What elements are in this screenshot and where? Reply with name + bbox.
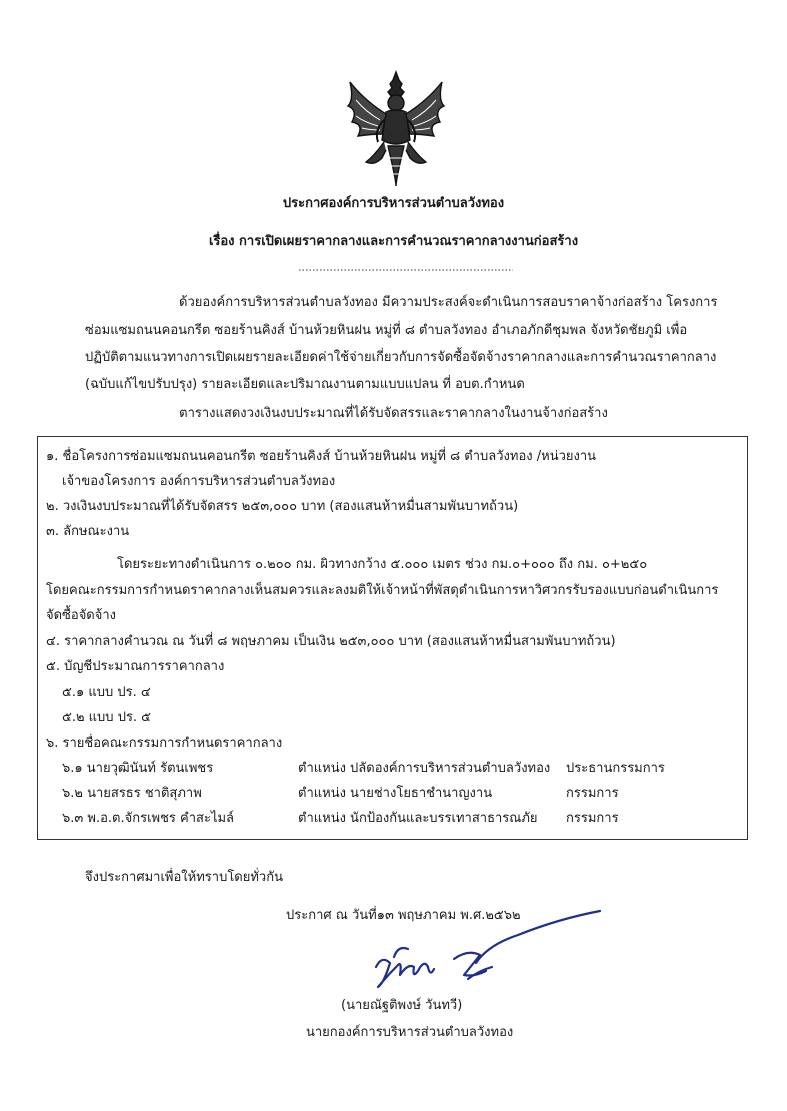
announcement-subject: เรื่อง การเปิดเผยราคากลางและการคำนวณราคากลางงานก่อสร้าง	[208, 234, 579, 249]
garuda-emblem-icon	[344, 70, 448, 188]
item-3: ๓. ลักษณะงาน	[46, 524, 130, 539]
committee-role: กรรมการ	[566, 786, 619, 801]
committee-role: กรรมการ	[566, 811, 619, 826]
dotted-divider	[299, 264, 513, 272]
item-1-line-1: ๑. ชื่อโครงการซ่อมแซมถนนคอนกรีต ซอยร้านคิงส์ บ้านห้วยหินฝน หมู่ที่ ๘ ตำบลวังทอง /หน่วยงาน	[46, 449, 597, 464]
signer-name: (นายณัฐติพงษ์ วันทวี)	[341, 998, 463, 1013]
item-3-detail-2: โดยคณะกรรมการกำหนดราคากลางเห็นสมควรและลงมติให้เจ้าหน้าที่พัสดุดำเนินการหาวิศวกรรับรองแบบก่อนดำเนินการ	[46, 583, 719, 598]
item-4: ๔. ราคากลางคำนวณ ณ วันที่ ๘ พฤษภาคม เป็นเงิน ๒๕๓,๐๐๐ บาท (สองแสนห้าหมื่นสามพันบาทถ้วน)	[46, 634, 616, 649]
committee-position: ตำแหน่ง นักป้องกันและบรรเทาสาธารณภัย	[298, 811, 538, 826]
committee-name: ๖.๑ นายวุฒินันท์ รัตนเพชร	[62, 761, 214, 776]
item-6: ๖. รายชื่อคณะกรรมการกำหนดราคากลาง	[46, 736, 283, 751]
announcement-title: ประกาศองค์การบริหารส่วนตำบลวังทอง	[282, 196, 505, 211]
item-2: ๒. วงเงินงบประมาณที่ได้รับจัดสรร ๒๕๓,๐๐๐ บาท (สองแสนห้าหมื่นสามพันบาทถ้วน)	[46, 499, 519, 514]
signer-position: นายกองค์การบริหารส่วนตำบลวังทอง	[306, 1025, 514, 1040]
committee-name: ๖.๓ พ.อ.ต.จักรเพชร คำสะไมล์	[62, 811, 235, 826]
committee-role: ประธานกรรมการ	[566, 761, 665, 776]
item-3-detail-3: จัดซื้อจัดจ้าง	[46, 608, 117, 623]
intro-line-1: ด้วยองค์การบริหารส่วนตำบลวังทอง มีความประสงค์จะดำเนินการสอบราคาจ้างก่อสร้าง โครงการ	[179, 295, 718, 310]
closing-statement: จึงประกาศมาเพื่อให้ทราบโดยทั่วกัน	[85, 870, 283, 885]
item-5-2: ๕.๒ แบบ ปร. ๕	[62, 710, 152, 725]
table-title: ตารางแสดงวงเงินงบประมาณที่ได้รับจัดสรรและราคากลางในงานจ้างก่อสร้าง	[179, 406, 608, 421]
committee-position: ตำแหน่ง นายช่างโยธาชำนาญงาน	[298, 786, 493, 801]
item-5: ๕. บัญชีประมาณการราคากลาง	[46, 659, 225, 674]
intro-line-4: (ฉบับแก้ไขปรับปรุง) รายละเอียดและปริมาณงานตามแบบแปลน ที่ อบต.กำหนด	[85, 377, 525, 392]
intro-line-2: ซ่อมแซมถนนคอนกรีต ซอยร้านคิงส์ บ้านห้วยหินฝน หมู่ที่ ๘ ตำบลวังทอง อำเภอภักดีชุมพล จังหวัดชัยภูมิ เพื่อ	[85, 323, 688, 338]
committee-name: ๖.๒ นายสรธร ชาติสุภาพ	[62, 786, 202, 801]
handwritten-signature	[368, 905, 604, 997]
item-5-1: ๕.๑ แบบ ปร. ๔	[62, 685, 151, 700]
item-3-detail-1: โดยระยะทางดำเนินการ ๐.๒๐๐ กม. ผิวทางกว้าง ๕.๐๐๐ เมตร ช่วง กม.๐+๐๐๐ ถึง กม. ๐+๒๕๐	[117, 557, 648, 572]
intro-line-3: ปฏิบัติตามแนวทางการเปิดเผยรายละเอียดค่าใช้จ่ายเกี่ยวกับการจัดซื้อจัดจ้างราคากลางและการคำนวณราคากลาง	[85, 350, 717, 365]
committee-position: ตำแหน่ง ปลัดองค์การบริหารส่วนตำบลวังทอง	[298, 761, 551, 776]
announcement-date: ประกาศ ณ วันที่๑๓ พฤษภาคม พ.ศ.๒๕๖๒	[286, 908, 521, 923]
item-1-line-2: เจ้าของโครงการ องค์การบริหารส่วนตำบลวังทอง	[62, 474, 336, 489]
